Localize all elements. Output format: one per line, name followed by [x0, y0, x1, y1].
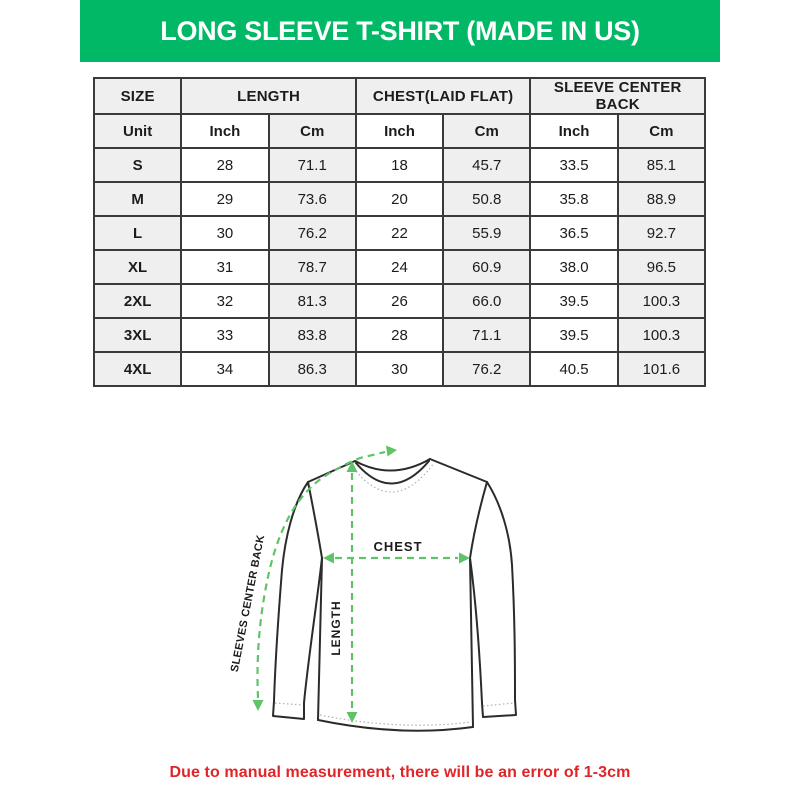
size-row-l: [94, 216, 705, 250]
table-cell: 71.1: [443, 318, 530, 352]
table-cell: 30: [356, 352, 443, 386]
column-header-size: SIZE: [94, 78, 181, 114]
page-title: LONG SLEEVE T-SHIRT (MADE IN US): [160, 15, 640, 46]
size-label: 2XL: [94, 284, 181, 318]
table-cell: 45.7: [443, 148, 530, 182]
table-cell: 86.3: [269, 352, 356, 386]
table-cell: 28: [181, 148, 268, 182]
table-cell: 85.1: [618, 148, 705, 182]
unit-cm: Cm: [443, 114, 530, 148]
table-cell: 60.9: [443, 250, 530, 284]
size-row-m: [94, 182, 705, 216]
table-cell: 71.1: [269, 148, 356, 182]
sleeve-center-back-label: SLEEVES CENTER BACK: [228, 533, 268, 674]
size-label: L: [94, 216, 181, 250]
table-cell: 66.0: [443, 284, 530, 318]
table-cell: 32: [181, 284, 268, 318]
table-cell: 33.5: [530, 148, 617, 182]
table-cell: 73.6: [269, 182, 356, 216]
table-cell: 33: [181, 318, 268, 352]
table-cell: 96.5: [618, 250, 705, 284]
size-row-xl: [94, 250, 705, 284]
table-cell: 18: [356, 148, 443, 182]
unit-inch: Inch: [181, 114, 268, 148]
tshirt-outline: [273, 459, 516, 731]
size-label: 4XL: [94, 352, 181, 386]
size-chart-table: [93, 77, 706, 387]
tshirt-measurement-diagram: [190, 420, 630, 760]
size-label: 3XL: [94, 318, 181, 352]
table-cell: 55.9: [443, 216, 530, 250]
stitch-lines: [275, 463, 514, 725]
size-label: S: [94, 148, 181, 182]
unit-row: [94, 114, 705, 148]
size-row-s: [94, 148, 705, 182]
table-cell: 34: [181, 352, 268, 386]
table-cell: 100.3: [618, 318, 705, 352]
table-cell: 100.3: [618, 284, 705, 318]
sleeve-center-back-arrow: [253, 446, 398, 712]
size-row-4xl: [94, 352, 705, 386]
table-cell: 24: [356, 250, 443, 284]
table-cell: 36.5: [530, 216, 617, 250]
length-label: LENGTH: [329, 600, 343, 656]
column-header-length: LENGTH: [181, 78, 356, 114]
column-header-chest: CHEST(LAID FLAT): [356, 78, 531, 114]
table-cell: 40.5: [530, 352, 617, 386]
unit-cm: Cm: [269, 114, 356, 148]
unit-label: Unit: [94, 114, 181, 148]
table-cell: 83.8: [269, 318, 356, 352]
unit-inch: Inch: [530, 114, 617, 148]
size-label: M: [94, 182, 181, 216]
table-cell: 50.8: [443, 182, 530, 216]
table-cell: 39.5: [530, 318, 617, 352]
size-label: XL: [94, 250, 181, 284]
table-cell: 76.2: [443, 352, 530, 386]
table-cell: 35.8: [530, 182, 617, 216]
group-header-row: [94, 78, 705, 114]
table-cell: 20: [356, 182, 443, 216]
table-cell: 88.9: [618, 182, 705, 216]
table-cell: 92.7: [618, 216, 705, 250]
table-cell: 30: [181, 216, 268, 250]
table-cell: 28: [356, 318, 443, 352]
title-banner: [80, 0, 720, 62]
table-cell: 26: [356, 284, 443, 318]
table-cell: 38.0: [530, 250, 617, 284]
size-row-3xl: [94, 318, 705, 352]
table-cell: 81.3: [269, 284, 356, 318]
measurement-disclaimer: Due to manual measurement, there will be an error of 1-3cm: [169, 764, 631, 781]
table-cell: 76.2: [269, 216, 356, 250]
chest-label: CHEST: [373, 539, 423, 554]
table-cell: 39.5: [530, 284, 617, 318]
unit-inch: Inch: [356, 114, 443, 148]
unit-cm: Cm: [618, 114, 705, 148]
table-cell: 78.7: [269, 250, 356, 284]
chest-arrow: [323, 553, 470, 564]
length-arrow: [347, 461, 358, 723]
table-cell: 29: [181, 182, 268, 216]
table-cell: 101.6: [618, 352, 705, 386]
table-cell: 31: [181, 250, 268, 284]
column-header-sleeve: SLEEVE CENTER BACK: [530, 78, 705, 114]
size-row-2xl: [94, 284, 705, 318]
table-cell: 22: [356, 216, 443, 250]
